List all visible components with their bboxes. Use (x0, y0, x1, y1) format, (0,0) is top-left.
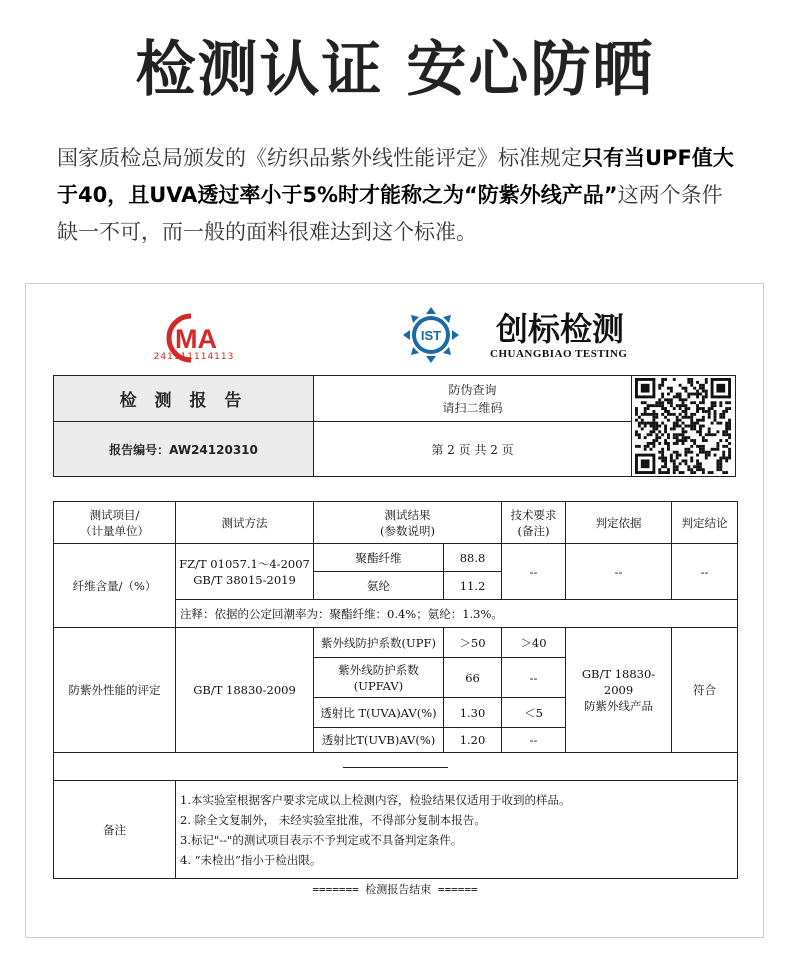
uv-requirement: ＞40 (502, 628, 566, 658)
qr-code-cell (632, 376, 734, 476)
table-row (54, 544, 738, 572)
qr-code-icon[interactable] (633, 378, 733, 474)
ist-logo-text: IST (420, 328, 442, 343)
header-basis: 判定依据 (566, 502, 672, 544)
fiber-value: 11.2 (444, 572, 502, 600)
uv-value: 1.20 (444, 728, 502, 753)
fiber-value: 88.8 (444, 544, 502, 572)
separator-cell (54, 753, 738, 781)
fiber-method: FZ/T 01057.1～4-2007 GB/T 38015-2019 (176, 544, 314, 600)
report-title: 检 测 报 告 (54, 376, 314, 422)
test-results-table (53, 501, 738, 879)
remarks-row (54, 781, 738, 879)
uv-param: 透射比 T(UVA)AV(%) (314, 698, 444, 728)
remarks-label: 备注 (54, 781, 176, 879)
separator-row (54, 753, 738, 781)
fiber-conclusion: -- (672, 544, 738, 600)
intro-paragraph (57, 140, 737, 251)
ist-logo-icon (400, 304, 462, 366)
remark-line: 1.本实验室根据客户要求完成以上检测内容，检验结果仅适用于收到的样品。 (180, 792, 571, 807)
fiber-param: 聚酯纤维 (314, 544, 444, 572)
intro-text-part2: 这两个条件缺一不可，而一般的面料很难达到这个标准。 (57, 183, 723, 244)
anti-fake-line2: 请扫二维码 (442, 400, 503, 415)
page-headline: 检测认证 安心防晒 (135, 35, 655, 105)
page-info: 第 2 页 共 2 页 (314, 422, 632, 476)
header-requirement: 技术要求 (备注) (502, 502, 566, 544)
header-method: 测试方法 (176, 502, 314, 544)
anti-fake-cell (314, 376, 632, 422)
brand-name-cn: 创标检测 (496, 310, 625, 348)
uv-conclusion: 符合 (672, 628, 738, 753)
cma-number: 241111114113 (153, 352, 235, 362)
table-row (54, 628, 738, 658)
fiber-param: 氨纶 (314, 572, 444, 600)
report-card (25, 283, 764, 938)
uv-requirement: ＜5 (502, 698, 566, 728)
uv-method: GB/T 18830-2009 (176, 628, 314, 753)
uv-value: 66 (444, 658, 502, 698)
uv-param: 透射比T(UVB)AV(%) (314, 728, 444, 753)
uv-value: ＞50 (444, 628, 502, 658)
uv-basis: GB/T 18830-2009 防紫外线产品 (566, 628, 672, 753)
remarks-content (176, 781, 738, 879)
uv-requirement: -- (502, 658, 566, 698)
uv-param: 紫外线防护系数(UPF) (314, 628, 444, 658)
table-header-row (54, 502, 738, 544)
uv-requirement: -- (502, 728, 566, 753)
uv-param: 紫外线防护系数 (UPFAV) (314, 658, 444, 698)
intro-text-bold: 只有当UPF值大于40，且UVA透过率小于5%时才能称之为“防紫外线产品” (57, 146, 734, 207)
uv-item: 防紫外性能的评定 (54, 628, 176, 753)
header-conclusion: 判定结论 (672, 502, 738, 544)
fiber-basis: -- (566, 544, 672, 600)
header-item: 测试项目/ （计量单位） (54, 502, 176, 544)
fiber-item: 纤维含量/（%） (54, 544, 176, 628)
brand-name-en: CHUANGBIAO TESTING (490, 348, 628, 360)
report-header-table (53, 375, 736, 477)
intro-text-part1: 国家质检总局颁发的《纺织品紫外线性能评定》标准规定 (57, 146, 582, 170)
remark-line: 2. 除全文复制外， 未经实验室批准，不得部分复制本报告。 (180, 812, 486, 827)
remark-line: 3.标记"--"的测试项目表示不予判定或不具备判定条件。 (180, 832, 463, 847)
separator-line (343, 767, 448, 768)
fiber-note: 注释：依据的公定回潮率为：聚酯纤维：0.4%；氨纶：1.3%。 (176, 600, 738, 628)
ma-logo-text: MA (175, 324, 217, 354)
header-result: 测试结果 (参数说明) (314, 502, 502, 544)
anti-fake-line1: 防伪查询 (448, 382, 497, 397)
remark-line: 4. “未检出”指小于检出限。 (180, 852, 322, 867)
report-number: 报告编号：AW24120310 (54, 422, 314, 476)
uv-value: 1.30 (444, 698, 502, 728)
report-end-text: ======= 检测报告结束 ====== (312, 883, 478, 896)
fiber-requirement: -- (502, 544, 566, 600)
